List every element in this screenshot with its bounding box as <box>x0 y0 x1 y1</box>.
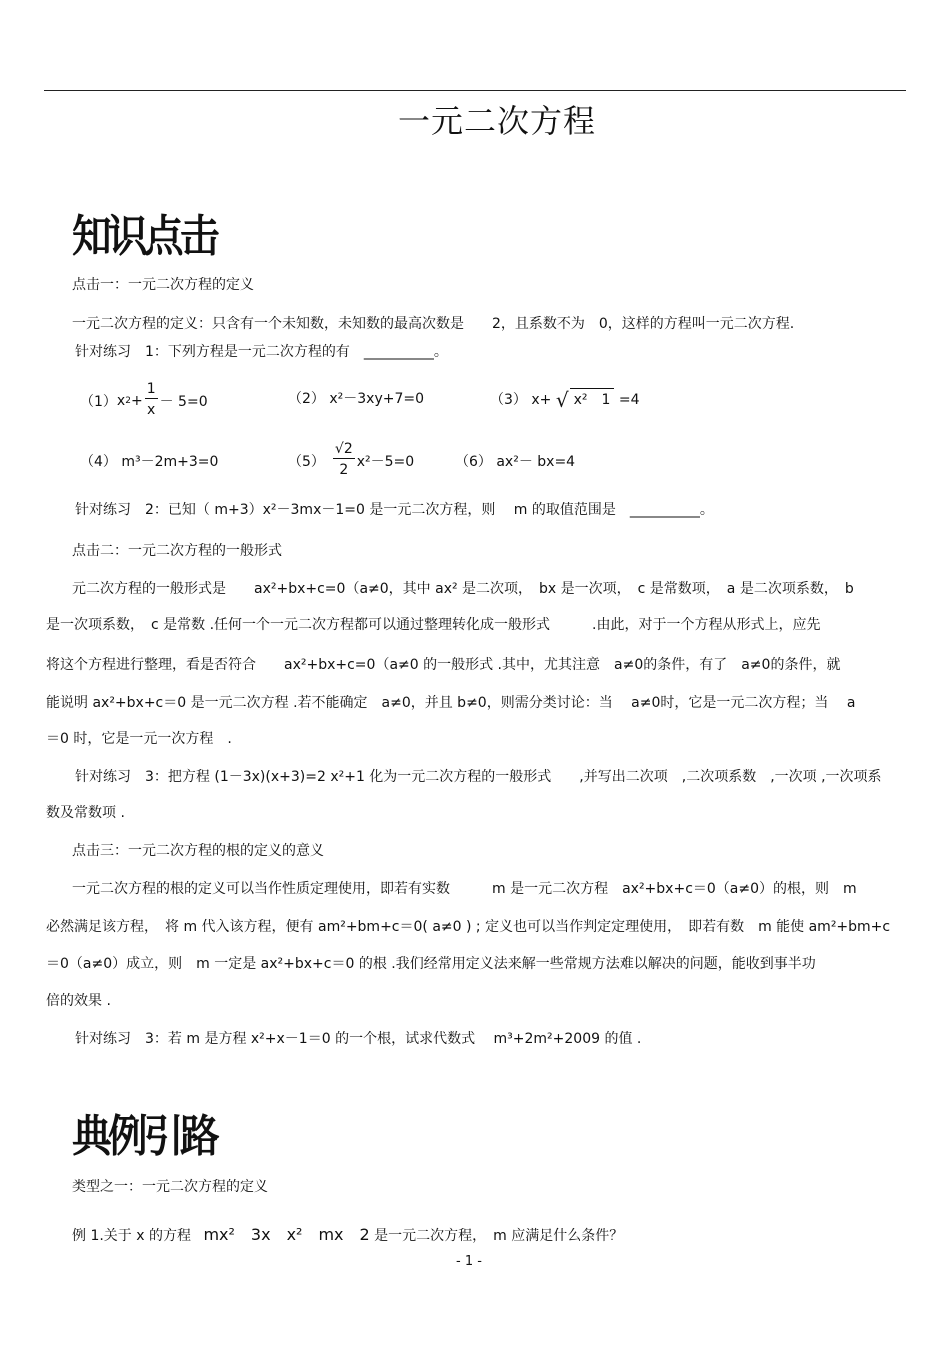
equation-5 <box>288 440 414 481</box>
eq5-rest: x²－5=0 <box>356 453 415 470</box>
eq5-denominator: 2 <box>339 462 349 478</box>
eq1-x: x <box>116 392 126 409</box>
equation-3 <box>490 388 639 412</box>
example1-suffix: 是一元二次方程， m 应满足什么条件？ <box>374 1228 624 1244</box>
practice3-line2: 数及常数项 . <box>46 805 125 821</box>
point3-line4: 倍的效果 . <box>46 993 111 1009</box>
eq1-plus: + <box>130 392 143 409</box>
eq5-fraction <box>333 440 355 481</box>
point1-heading: 点击一：一元二次方程的定义 <box>72 277 254 293</box>
point3-line1: 一元二次方程的根的定义可以当作性质定理使用，即若有实数 m 是一元二次方程 ax²+bx+c＝0（a≠0）的根，则 m <box>72 881 857 897</box>
example1 <box>72 1222 623 1245</box>
eq3-left: （3） x+ <box>490 392 552 408</box>
eq1-numerator: 1 <box>146 381 156 397</box>
sqrt-icon: √ <box>555 388 569 412</box>
equation-6: （6） ax²－ bx=4 <box>455 454 576 470</box>
point3-line3: ＝0（a≠0）成立，则 m 一定是 ax²+bx+c＝0 的根 .我们经常用定义法来解一些常规方法难以解决的问题，能收到事半功 <box>46 956 816 972</box>
point2-line4: 能说明 ax²+bx+c＝0 是一元二次方程 .若不能确定 a≠0，并且 b≠0，则需分类讨论：当 a≠0时，它是一元二次方程；当 a <box>46 695 856 711</box>
eq1-denominator: x <box>147 402 156 418</box>
point1-definition: 一元二次方程的定义：只含有一个未知数，未知数的最高次数是 2，且系数不为 0，这样的方程叫一元二次方程. <box>72 316 795 332</box>
eq3-radicand: x² 1 <box>570 388 615 409</box>
point2-line1: 元二次方程的一般形式是 ax²+bx+c=0（a≠0，其中 ax² 是二次项， bx 是一次项， c 是常数项， a 是二次项系数， b <box>72 581 854 597</box>
point2-line5: ＝0 时，它是一元一次方程 . <box>46 731 232 747</box>
practice3-line1: 针对练习 3：把方程 (1－3x)(x+3)=2 x²+1 化为一元二次方程的一般形式 ,并写出二次项 ,二次项系数 ,一次项 ,一次项系 <box>75 769 882 785</box>
point3-practice: 针对练习 3：若 m 是方程 x²+x－1＝0 的一个根，试求代数式 m³+2m²+2009 的值 . <box>75 1031 642 1047</box>
point2-line2: 是一次项系数， c 是常数 .任何一个一元二次方程都可以通过整理转化成一般形式 .由此，对于一个方程从形式上，应先 <box>46 617 821 633</box>
example1-equation: mx² 3x x² mx 2 <box>203 1225 370 1244</box>
equation-2: （2） x²－3xy+7=0 <box>288 391 425 407</box>
eq5-numerator: √2 <box>334 441 353 457</box>
practice2: 针对练习 2：已知（ m+3）x²－3mx－1=0 是一元二次方程，则 m 的取值范围是 __________。 <box>75 502 714 518</box>
point2-line3: 将这个方程进行整理，看是否符合 ax²+bx+c=0（a≠0 的一般形式 .其中，尤其注意 a≠0的条件，有了 a≠0的条件，就 <box>46 657 841 673</box>
eq5-label: （5） <box>288 453 325 470</box>
header-rule <box>44 90 906 91</box>
eq1-fraction <box>145 380 158 421</box>
equation-1: （1） x 2 + $\frac{1}{x}$ － 5=0 <box>80 380 208 421</box>
type1-heading: 类型之一：一元二次方程的定义 <box>72 1179 268 1195</box>
page-title: 一元二次方程 <box>398 102 597 140</box>
practice1: 针对练习 1：下列方程是一元二次方程的有 __________。 <box>75 344 448 360</box>
section-examples-heading: 典例引路 <box>72 1111 216 1162</box>
eq1-label: （1） <box>80 393 117 410</box>
eq3-right: =4 <box>618 392 640 408</box>
example1-prefix: 例 1.关于 x 的方程 <box>72 1228 191 1244</box>
section-knowledge-heading: 知识点击 <box>72 211 216 262</box>
page-number: - 1 - <box>456 1254 482 1269</box>
equation-4: （4） m³－2m+3=0 <box>80 454 219 470</box>
eq1-rest: － 5=0 <box>159 393 208 410</box>
point3-line2: 必然满足该方程， 将 m 代入该方程，便有 am²+bm+c＝0( a≠0 ) ; 定义也可以当作判定定理使用， 即若有数 m 能使 am²+bm+c <box>46 919 891 935</box>
point2-heading: 点击二：一元二次方程的一般形式 <box>72 543 282 559</box>
point3-heading: 点击三：一元二次方程的根的定义的意义 <box>72 843 324 859</box>
